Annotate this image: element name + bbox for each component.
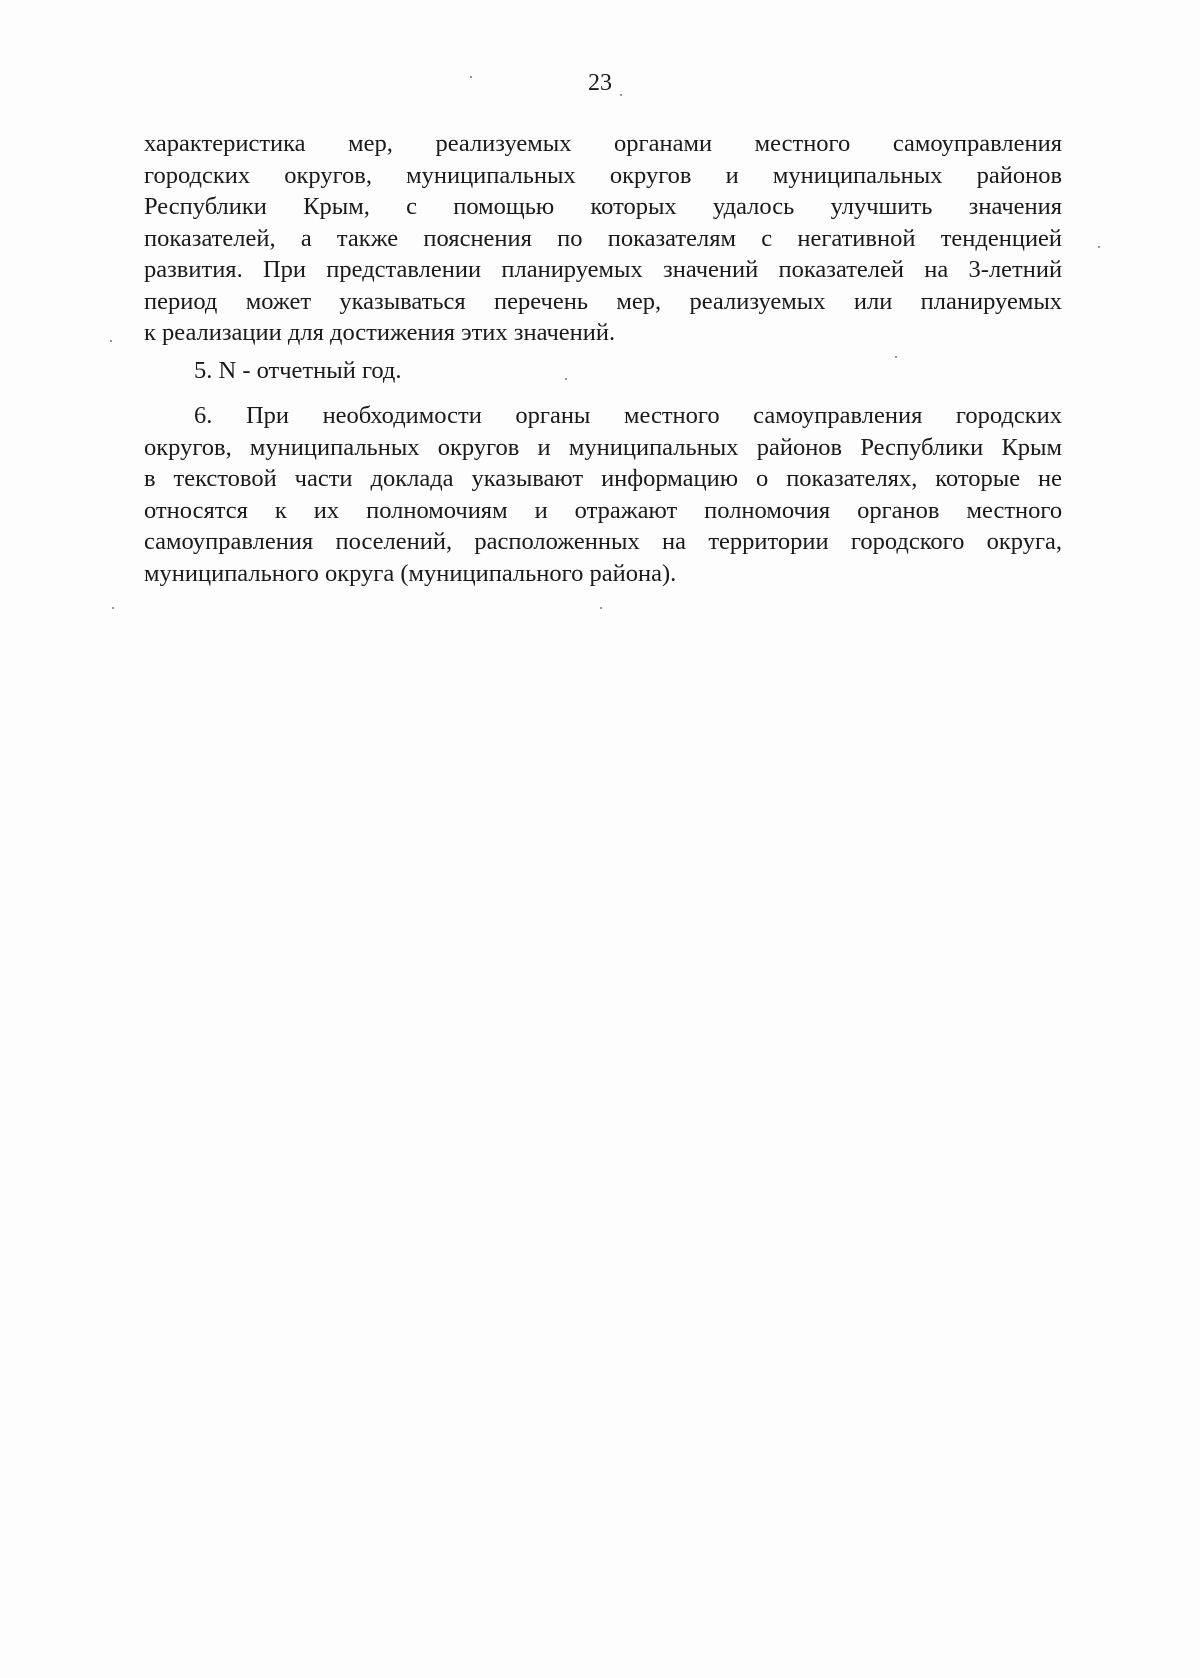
text-line: 5. N - отчетный год. [194,357,402,384]
scan-speck [620,94,622,96]
text-line: относятся к их полномочиям и отражают полномочия органов местного [144,496,1063,524]
text-line: развития. При представлении планируемых значений показателей на 3-летний [144,256,1063,283]
text-line: характеристика мер, реализуемых органами местного самоуправления [144,130,1063,157]
paragraph-item-5 [144,355,1062,387]
text-line: к реализации для достижения этих значений. [144,319,616,346]
scan-speck [112,607,114,609]
text-line: Республики Крым, с помощью которых удалось улучшить значения [144,193,1063,220]
text-line: в текстовой части доклада указывают информацию о показателях, которые не [144,465,1063,492]
scan-speck [565,378,567,380]
text-line: муниципального округа (муниципального района). [144,559,677,587]
scan-speck [1098,246,1100,248]
text-line: округов, муниципальных округов и муниципальных районов Республики Крым [144,433,1063,461]
scan-speck [600,607,602,609]
scan-speck [470,76,472,78]
paragraph-item-6 [144,400,1062,589]
text-line: показателей, а также пояснения по показателям с негативной тенденцией [144,224,1063,252]
page-number: 23 [588,70,612,96]
text-line: 6. При необходимости органы местного самоуправления городских [194,402,1062,429]
paragraph-continuation [144,128,1062,349]
text-line: самоуправления поселений, расположенных на территории городского округа, [144,528,1063,555]
scan-speck [895,356,897,358]
text-line: городских округов, муниципальных округов и муниципальных районов [144,161,1063,189]
scan-speck [110,340,112,342]
text-line: период может указываться перечень мер, реализуемых или планируемых [144,287,1063,315]
